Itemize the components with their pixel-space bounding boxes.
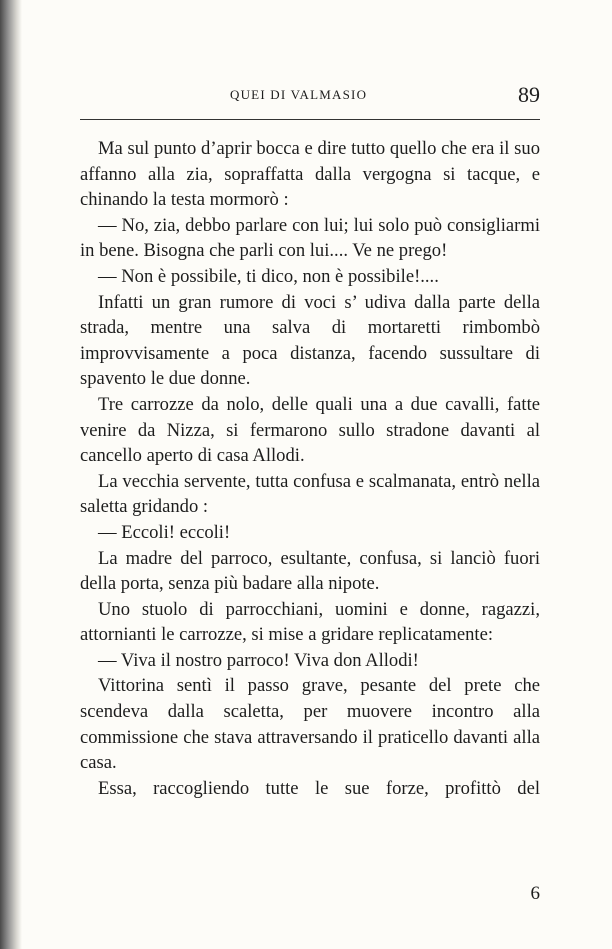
paragraph: Ma sul punto d’aprir bocca e dire tutto quello che era il suo affanno alla zia, sopraffatta dalla vergogna si tacque, e chinando la testa mormorò : xyxy=(80,138,540,211)
paragraph: Vittorina sentì il passo grave, pesante del prete che scendeva dalla scaletta, per muovere incontro alla commissione che stava attraversando il praticello davanti alla casa. xyxy=(80,675,540,774)
paragraph: — Eccoli! eccoli! xyxy=(98,521,231,543)
running-title: QUEI DI VALMASIO xyxy=(230,87,368,102)
paragraph: — Non è possibile, ti dico, non è possibile!.... xyxy=(98,265,439,287)
paragraph: — No, zia, debbo parlare con lui; lui solo può consigliarmi in bene. Bisogna che parli con lui.... Ve ne prego! xyxy=(80,214,540,262)
paragraph: Infatti un gran rumore di voci s’ udiva dalla parte della strada, mentre una salva di mortaretti rimbombò improvvisamente a poca distanza, facendo sussultare di spavento le due donne. xyxy=(80,291,540,390)
body-text xyxy=(80,136,540,801)
paragraph: La madre del parroco, esultante, confusa, si lanciò fuori della porta, senza più badare alla nipote. xyxy=(80,547,540,595)
paragraph: La vecchia servente, tutta confusa e scalmanata, entrò nella saletta gridando : xyxy=(80,470,540,518)
paragraph: Tre carrozze da nolo, delle quali una a due cavalli, fatte venire da Nizza, si fermarono sullo stradone davanti al cancello aperto di casa Allodi. xyxy=(80,393,540,467)
paragraph: Essa, raccogliendo tutte le sue forze, profittò del xyxy=(98,777,540,799)
running-head xyxy=(80,84,540,110)
signature-mark: 6 xyxy=(530,883,540,904)
paragraph: Uno stuolo di parrocchiani, uomini e donne, ragazzi, attornianti le carrozze, si mise a gridare replicatamente: xyxy=(80,598,540,646)
paragraph: — Viva il nostro parroco! Viva don Allodi! xyxy=(98,649,419,671)
book-spine-shadow xyxy=(0,0,22,949)
page-number: 89 xyxy=(518,82,540,107)
header-rule xyxy=(80,119,540,120)
